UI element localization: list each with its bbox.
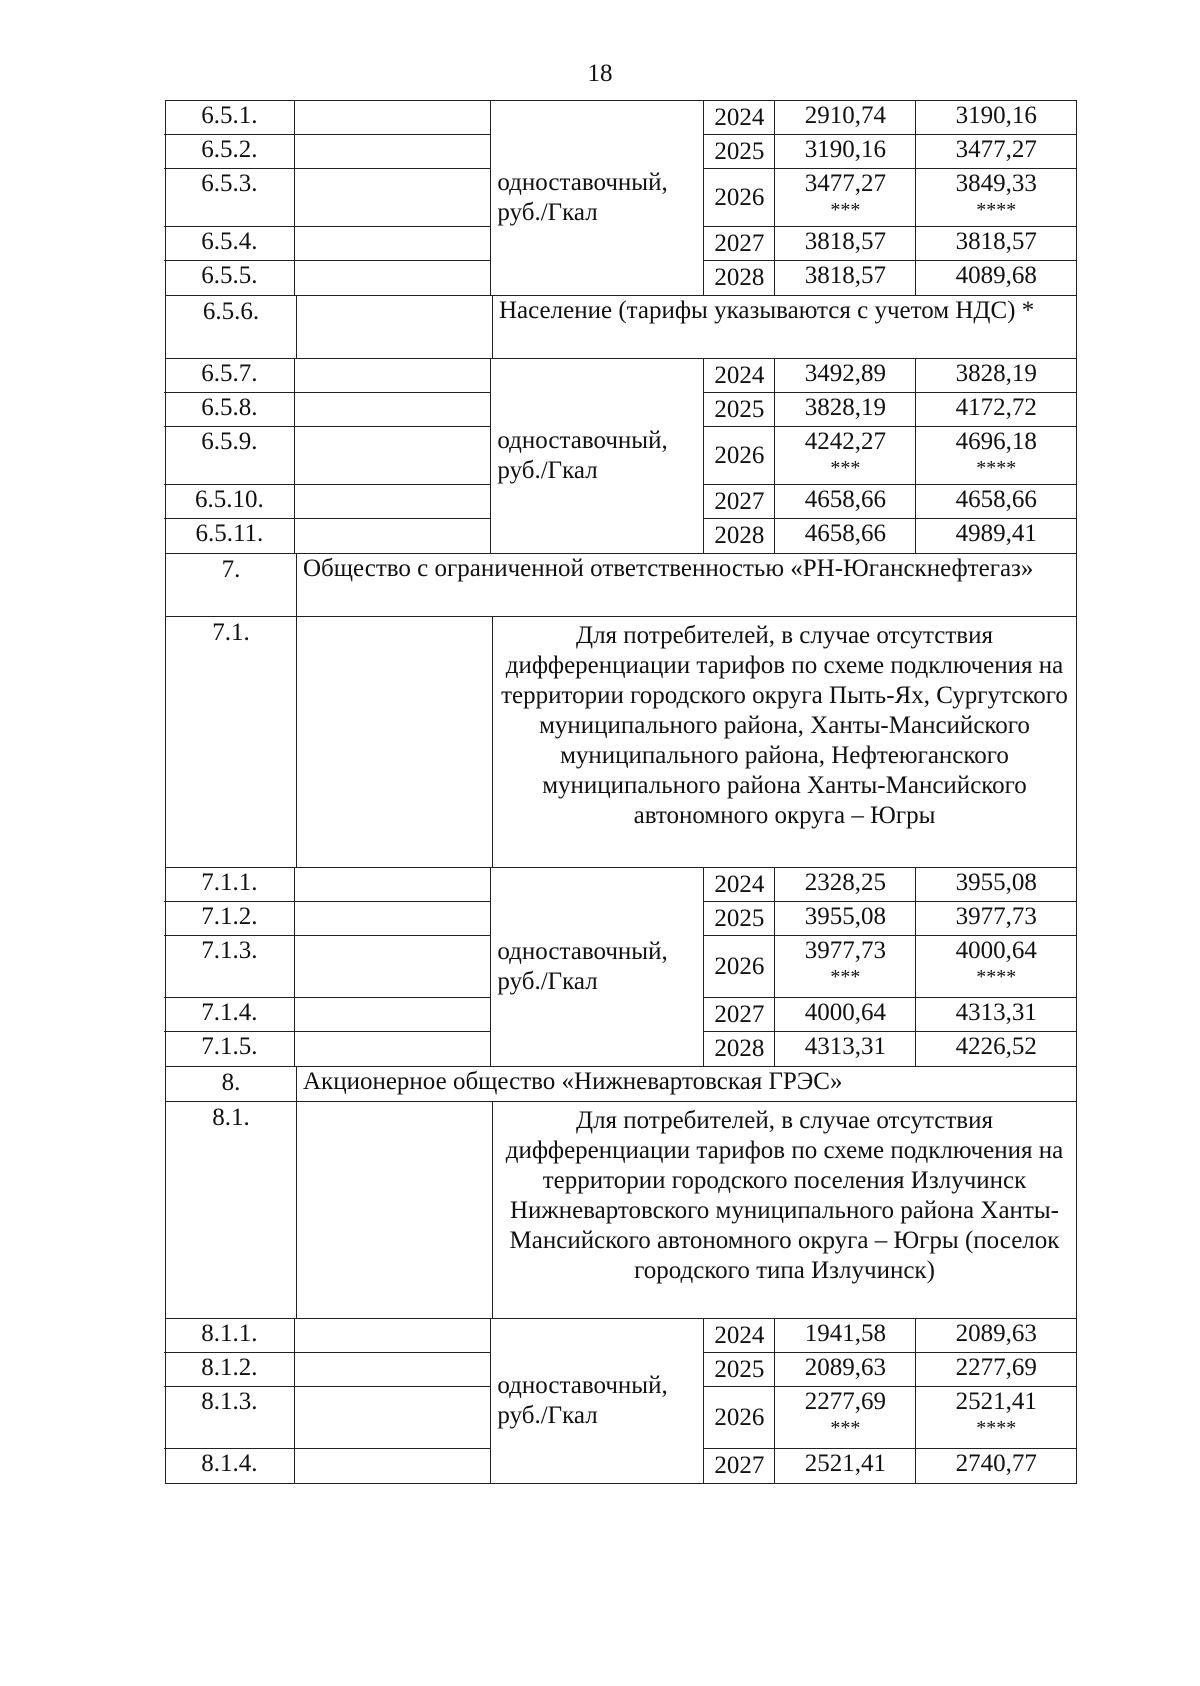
- tariff-value: 3477,27: [804, 170, 887, 197]
- blank-cell: [294, 902, 490, 935]
- tariff-type: одноставочный, руб./Гкал: [490, 868, 703, 1066]
- row-number-cell: [164, 485, 490, 519]
- tariff-value-row: [704, 998, 1076, 1032]
- year-cell: 2028: [714, 1035, 765, 1062]
- row-number: 8.1.4.: [201, 1450, 258, 1477]
- tariff-value: 3818,57: [804, 228, 887, 255]
- tariff-value: 4696,18: [955, 428, 1037, 455]
- row-number: 8.1.: [212, 1104, 250, 1131]
- blank-cell: [294, 485, 490, 518]
- tariff-first-half-cell: [774, 393, 915, 426]
- row-number-cell: [164, 393, 490, 427]
- tariff-first-half-cell: [774, 261, 915, 295]
- tariff-second-half-cell: [915, 135, 1076, 168]
- row-number-cell: [164, 427, 490, 485]
- row-number: 8.1.3.: [201, 1388, 258, 1415]
- tariff-first-half-cell: [774, 1387, 915, 1448]
- organization-name: Акционерное общество «Нижневартовская ГРЭС»: [296, 1067, 1076, 1101]
- tariff-values: [703, 359, 1076, 553]
- year-cell: 2027: [714, 1000, 765, 1028]
- row-text: Население (тарифы указываются с учетом НДС) *: [492, 296, 1076, 358]
- blank-cell: [294, 1032, 490, 1066]
- tariff-value: 2328,25: [804, 869, 887, 896]
- row-number-cell: [164, 135, 490, 169]
- blank-cell: [294, 936, 490, 997]
- year-cell: 2025: [714, 137, 765, 165]
- tariff-first-half-cell: [774, 936, 915, 997]
- tariff-value-row: [704, 261, 1076, 295]
- row-number: 6.5.2.: [201, 136, 258, 163]
- section-row: [165, 295, 1077, 358]
- year-cell: 2024: [714, 1321, 765, 1349]
- row-number: 7.1.4.: [201, 999, 258, 1026]
- tariff-value-row: [704, 1319, 1076, 1353]
- year-cell: 2025: [714, 395, 765, 423]
- tariff-value: 4658,66: [804, 520, 887, 547]
- blank-cell: [294, 1387, 490, 1448]
- blank-cell: [294, 261, 490, 295]
- tariff-values: [703, 101, 1076, 295]
- row-number: 6.5.11.: [195, 520, 264, 547]
- tariff-first-half-cell: [774, 519, 915, 553]
- year-cell: 2025: [714, 1355, 765, 1383]
- tariff-second-half-cell: [915, 261, 1076, 295]
- row-number-cell: [164, 261, 490, 295]
- tariff-value: 3828,19: [804, 394, 887, 421]
- tariff-first-half-cell: [774, 998, 915, 1031]
- row-number-cell: [164, 1449, 490, 1483]
- tariff-first-half-cell: [774, 101, 915, 134]
- tariff-second-half-cell: [915, 998, 1076, 1031]
- row-number-cell: [164, 359, 490, 393]
- row-number-column: [164, 868, 490, 1066]
- tariff-value: 4089,68: [955, 262, 1037, 289]
- tariff-values: [703, 868, 1076, 1066]
- tariff-value: 3849,33: [955, 170, 1037, 197]
- tariff-first-half-cell: [774, 485, 915, 518]
- blank-cell: [294, 227, 490, 260]
- blank-cell: [294, 519, 490, 553]
- row-number: 8.1.1.: [201, 1320, 258, 1347]
- row-number-cell: [164, 1353, 490, 1387]
- tariff-value-row: [704, 936, 1076, 998]
- blank-cell: [294, 1449, 490, 1483]
- tariff-value-row: [704, 1387, 1076, 1449]
- row-number: 7.1.1.: [201, 869, 258, 896]
- blank-cell: [294, 1353, 490, 1386]
- row-number-column: [164, 101, 490, 295]
- row-number: 8.1.2.: [201, 1354, 258, 1381]
- tariff-value: 3818,57: [955, 228, 1037, 255]
- tariff-first-half-cell: [774, 427, 915, 484]
- tariff-values: [703, 1319, 1076, 1483]
- blank-cell: [294, 1319, 490, 1352]
- tariff-value: 2089,63: [804, 1354, 887, 1381]
- row-number: 6.5.9.: [201, 428, 258, 455]
- organization-row: [165, 1066, 1077, 1101]
- consumer-description: Для потребителей, в случае отсутствия дифференциации тарифов по схеме подключения на территории городского округа Пыть-Ях, Сургутского муниципального района, Ханты-Мансийского муниципального района, Нефтеюганского муниципального района Ханты-Мансийского автономного округа – Югры: [492, 617, 1076, 867]
- tariff-value: 4313,31: [804, 1033, 887, 1060]
- tariff-value: 3955,08: [955, 869, 1037, 896]
- tariff-group: [165, 100, 1077, 295]
- page-number: 18: [587, 60, 613, 87]
- tariff-second-half-cell: [915, 868, 1076, 901]
- tariff-second-half-cell: [915, 1387, 1076, 1448]
- footnote-marker: ****: [976, 199, 1017, 221]
- row-number: 7.: [221, 556, 241, 583]
- row-number-cell: [164, 1387, 490, 1449]
- tariff-second-half-cell: [915, 902, 1076, 935]
- row-number-cell: [164, 1319, 490, 1353]
- footnote-marker: ****: [976, 457, 1017, 479]
- blank-cell: [296, 296, 492, 358]
- tariff-value: 4989,41: [955, 520, 1037, 547]
- row-number: 6.5.1.: [201, 102, 258, 129]
- tariff-value: 2521,41: [955, 1388, 1037, 1415]
- tariff-first-half-cell: [774, 135, 915, 168]
- row-number: 8.: [221, 1069, 241, 1096]
- tariff-first-half-cell: [774, 868, 915, 901]
- tariff-value: 3977,73: [804, 937, 887, 964]
- row-number: 6.5.5.: [201, 262, 258, 289]
- row-number: 6.5.3.: [201, 170, 258, 197]
- row-number-cell: [164, 227, 490, 261]
- tariff-value: 3828,19: [955, 360, 1037, 387]
- tariff-value: 4658,66: [955, 486, 1037, 513]
- row-number-column: [164, 1319, 490, 1483]
- footnote-marker: ***: [830, 966, 861, 988]
- tariff-value: 1941,58: [804, 1320, 887, 1347]
- row-number: 6.5.4.: [201, 228, 258, 255]
- tariff-value: 4658,66: [804, 486, 887, 513]
- tariff-value: 4242,27: [804, 428, 887, 455]
- footnote-marker: ***: [830, 199, 861, 221]
- footnote-marker: ****: [976, 966, 1017, 988]
- year-cell: 2028: [714, 264, 765, 291]
- year-cell: 2024: [714, 103, 765, 131]
- tariff-value: 3190,16: [955, 102, 1037, 129]
- tariff-first-half-cell: [774, 169, 915, 226]
- tariff-second-half-cell: [915, 393, 1076, 426]
- tariff-value: 3190,16: [804, 136, 887, 163]
- tariff-group: [165, 358, 1077, 553]
- tariff-type: одноставочный, руб./Гкал: [490, 101, 703, 295]
- consumer-row: [165, 1101, 1077, 1318]
- year-cell: 2028: [714, 522, 765, 549]
- year-cell: 2026: [714, 952, 765, 980]
- tariff-value: 3492,89: [804, 360, 887, 387]
- tariff-value: 2089,63: [955, 1320, 1037, 1347]
- tariff-first-half-cell: [774, 1319, 915, 1352]
- row-number: 7.1.5.: [201, 1033, 258, 1060]
- tariff-value: 3955,08: [804, 903, 887, 930]
- tariff-first-half-cell: [774, 359, 915, 392]
- tariff-value-row: [704, 902, 1076, 936]
- row-number: 6.5.10.: [195, 486, 264, 513]
- row-number-column: [164, 359, 490, 553]
- row-number-cell: [164, 902, 490, 936]
- footnote-marker: ***: [830, 1417, 861, 1439]
- row-number-cell: [164, 998, 490, 1032]
- tariff-value-row: [704, 519, 1076, 553]
- tariff-value: 3818,57: [804, 262, 887, 289]
- blank-cell: [294, 868, 490, 901]
- row-number-cell: [164, 936, 490, 998]
- tariff-value: 4226,52: [955, 1033, 1037, 1060]
- tariff-second-half-cell: [915, 485, 1076, 518]
- blank-cell: [294, 998, 490, 1031]
- tariff-value-row: [704, 393, 1076, 427]
- tariff-value-row: [704, 427, 1076, 485]
- blank-cell: [296, 617, 492, 867]
- tariff-second-half-cell: [915, 169, 1076, 226]
- tariff-second-half-cell: [915, 101, 1076, 134]
- organization-row: [165, 553, 1077, 616]
- tariff-value-row: [704, 227, 1076, 261]
- tariff-first-half-cell: [774, 1449, 915, 1483]
- year-cell: 2026: [714, 441, 765, 469]
- blank-cell: [294, 101, 490, 134]
- tariff-second-half-cell: [915, 1032, 1076, 1066]
- year-cell: 2025: [714, 904, 765, 932]
- row-number-cell: [164, 1032, 490, 1066]
- tariff-group: [165, 867, 1077, 1066]
- consumer-description: Для потребителей, в случае отсутствия дифференциации тарифов по схеме подключения на территории городского поселения Излучинск Нижневартовского муниципального района Ханты-Мансийского автономного округа – Югры (поселок городского типа Излучинск): [492, 1102, 1076, 1318]
- tariff-second-half-cell: [915, 1353, 1076, 1386]
- tariff-table: [165, 100, 1077, 1484]
- tariff-value: 2277,69: [955, 1354, 1037, 1381]
- row-number: 6.5.6.: [202, 298, 260, 325]
- row-number-cell: [164, 519, 490, 553]
- tariff-value-row: [704, 101, 1076, 135]
- tariff-value-row: [704, 169, 1076, 227]
- blank-cell: [294, 359, 490, 392]
- tariff-value: 2910,74: [804, 102, 887, 129]
- row-number: 6.5.7.: [201, 360, 258, 387]
- year-cell: 2024: [714, 361, 765, 389]
- tariff-value-row: [704, 868, 1076, 902]
- blank-cell: [294, 135, 490, 168]
- blank-cell: [294, 169, 490, 226]
- tariff-value-row: [704, 1032, 1076, 1066]
- row-number: 7.1.3.: [201, 937, 258, 964]
- tariff-value: 2521,41: [804, 1450, 887, 1477]
- tariff-value: 2740,77: [955, 1450, 1037, 1477]
- tariff-value: 4172,72: [955, 394, 1037, 421]
- blank-cell: [296, 1102, 492, 1318]
- tariff-value-row: [704, 1353, 1076, 1387]
- tariff-first-half-cell: [774, 1032, 915, 1066]
- row-number-cell: [164, 169, 490, 227]
- tariff-type: одноставочный, руб./Гкал: [490, 359, 703, 553]
- tariff-value-row: [704, 485, 1076, 519]
- row-number: 6.5.8.: [201, 394, 258, 421]
- year-cell: 2027: [714, 229, 765, 257]
- tariff-value: 3977,73: [955, 903, 1037, 930]
- row-number-cell: [164, 101, 490, 135]
- tariff-second-half-cell: [915, 359, 1076, 392]
- tariff-value: 4313,31: [955, 999, 1037, 1026]
- tariff-value-row: [704, 135, 1076, 169]
- tariff-first-half-cell: [774, 902, 915, 935]
- year-cell: 2026: [714, 1403, 765, 1431]
- tariff-second-half-cell: [915, 427, 1076, 484]
- row-number: 7.1.2.: [201, 903, 258, 930]
- tariff-second-half-cell: [915, 519, 1076, 553]
- year-cell: 2026: [714, 183, 765, 211]
- tariff-value-row: [704, 1449, 1076, 1483]
- footnote-marker: ***: [830, 457, 861, 479]
- tariff-second-half-cell: [915, 1449, 1076, 1483]
- year-cell: 2027: [714, 487, 765, 515]
- tariff-value-row: [704, 359, 1076, 393]
- blank-cell: [294, 393, 490, 426]
- organization-name: Общество с ограниченной ответственностью «РН-Юганскнефтегаз»: [296, 554, 1076, 616]
- tariff-value: 2277,69: [804, 1388, 887, 1415]
- blank-cell: [294, 427, 490, 484]
- tariff-value: 3477,27: [955, 136, 1037, 163]
- consumer-row: [165, 616, 1077, 867]
- tariff-value: 4000,64: [955, 937, 1037, 964]
- tariff-type: одноставочный, руб./Гкал: [490, 1319, 703, 1483]
- tariff-second-half-cell: [915, 227, 1076, 260]
- footnote-marker: ****: [976, 1417, 1017, 1439]
- year-cell: 2027: [714, 1452, 765, 1479]
- year-cell: 2024: [714, 870, 765, 898]
- tariff-first-half-cell: [774, 1353, 915, 1386]
- tariff-second-half-cell: [915, 1319, 1076, 1352]
- tariff-group: [165, 1318, 1077, 1484]
- tariff-value: 4000,64: [804, 999, 887, 1026]
- tariff-second-half-cell: [915, 936, 1076, 997]
- row-number-cell: [164, 868, 490, 902]
- tariff-first-half-cell: [774, 227, 915, 260]
- row-number: 7.1.: [212, 619, 250, 646]
